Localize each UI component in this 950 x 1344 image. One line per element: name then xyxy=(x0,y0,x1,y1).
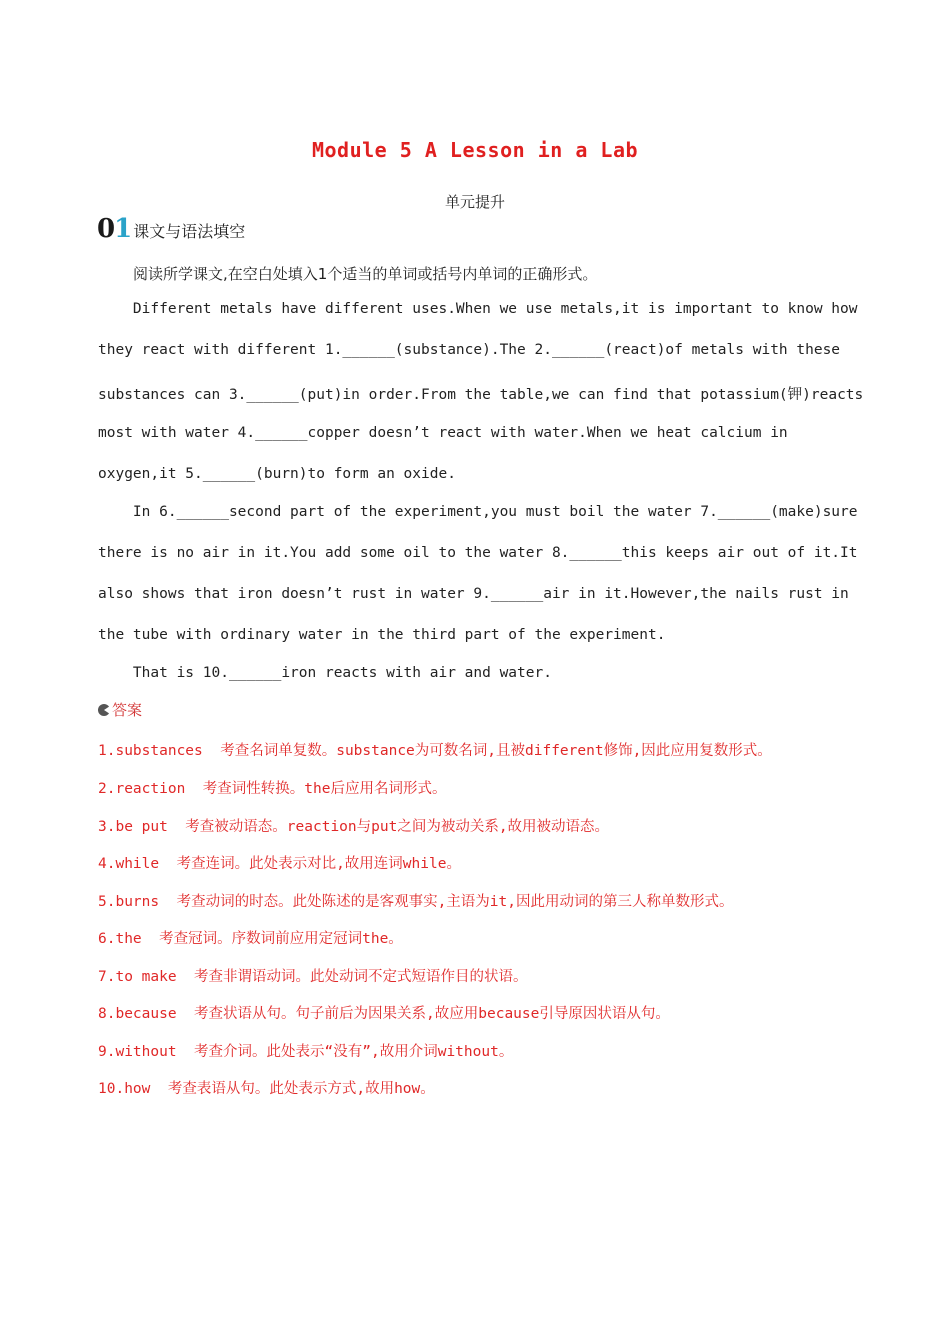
instruction-text: 阅读所学课文,在空白处填入1个适当的单词或括号内单词的正确形式。 xyxy=(133,265,598,283)
answer-item: 1.substances 考查名词单复数。substance为可数名词,且被different修饰,因此应用复数形式。 xyxy=(98,743,772,759)
passage-line: also shows that iron doesn’t rust in water 9.______air in it.However,the nails rust in xyxy=(98,586,849,602)
answer-item: 8.because 考查状语从句。句子前后为因果关系,故应用because引导原因状语从句。 xyxy=(98,1006,670,1022)
answer-item: 7.to make 考查非谓语动词。此处动词不定式短语作目的状语。 xyxy=(98,969,528,985)
answer-icon xyxy=(97,703,111,717)
answer-item: 10.how 考查表语从句。此处表示方式,故用how。 xyxy=(98,1081,435,1097)
answer-heading-label: 答案 xyxy=(112,701,143,719)
page-title: Module 5 A Lesson in a Lab xyxy=(311,138,639,162)
answer-item: 4.while 考查连词。此处表示对比,故用连词while。 xyxy=(98,856,461,872)
answer-item: 5.burns 考查动词的时态。此处陈述的是客观事实,主语为it,因此用动词的第三人称单数形式。 xyxy=(98,894,734,910)
answer-heading xyxy=(97,699,142,720)
passage-line: there is no air in it.You add some oil to the water 8.______this keeps air out of it.It xyxy=(98,545,858,561)
passage-line: substances can 3.______(put)in order.From the table,we can find that potassium(钾)reacts xyxy=(98,387,864,403)
answer-item: 2.reaction 考查词性转换。the后应用名词形式。 xyxy=(98,781,447,797)
section-label: 课文与语法填空 xyxy=(133,222,246,241)
passage-line: In 6.______second part of the experiment,you must boil the water 7.______(make)sure xyxy=(98,504,858,520)
page-subtitle: 单元提升 xyxy=(444,193,505,211)
answer-item: 6.the 考查冠词。序数词前应用定冠词the。 xyxy=(98,931,403,947)
passage-line: Different metals have different uses.When we use metals,it is important to know how xyxy=(98,301,858,317)
answer-item: 9.without 考查介词。此处表示“没有”,故用介词without。 xyxy=(98,1044,514,1060)
passage-line: the tube with ordinary water in the third part of the experiment. xyxy=(98,627,666,643)
section-heading xyxy=(97,214,245,244)
passage-line: oxygen,it 5.______(burn)to form an oxide. xyxy=(98,466,456,482)
passage-line: most with water 4.______copper doesn’t react with water.When we heat calcium in xyxy=(98,425,788,441)
answer-item: 3.be put 考查被动语态。reaction与put之间为被动关系,故用被动语态。 xyxy=(98,819,610,835)
passage-line: they react with different 1.______(substance).The 2.______(react)of metals with these xyxy=(98,342,841,358)
passage-line: That is 10.______iron reacts with air and water. xyxy=(98,665,552,681)
section-number: 01 xyxy=(97,214,132,244)
